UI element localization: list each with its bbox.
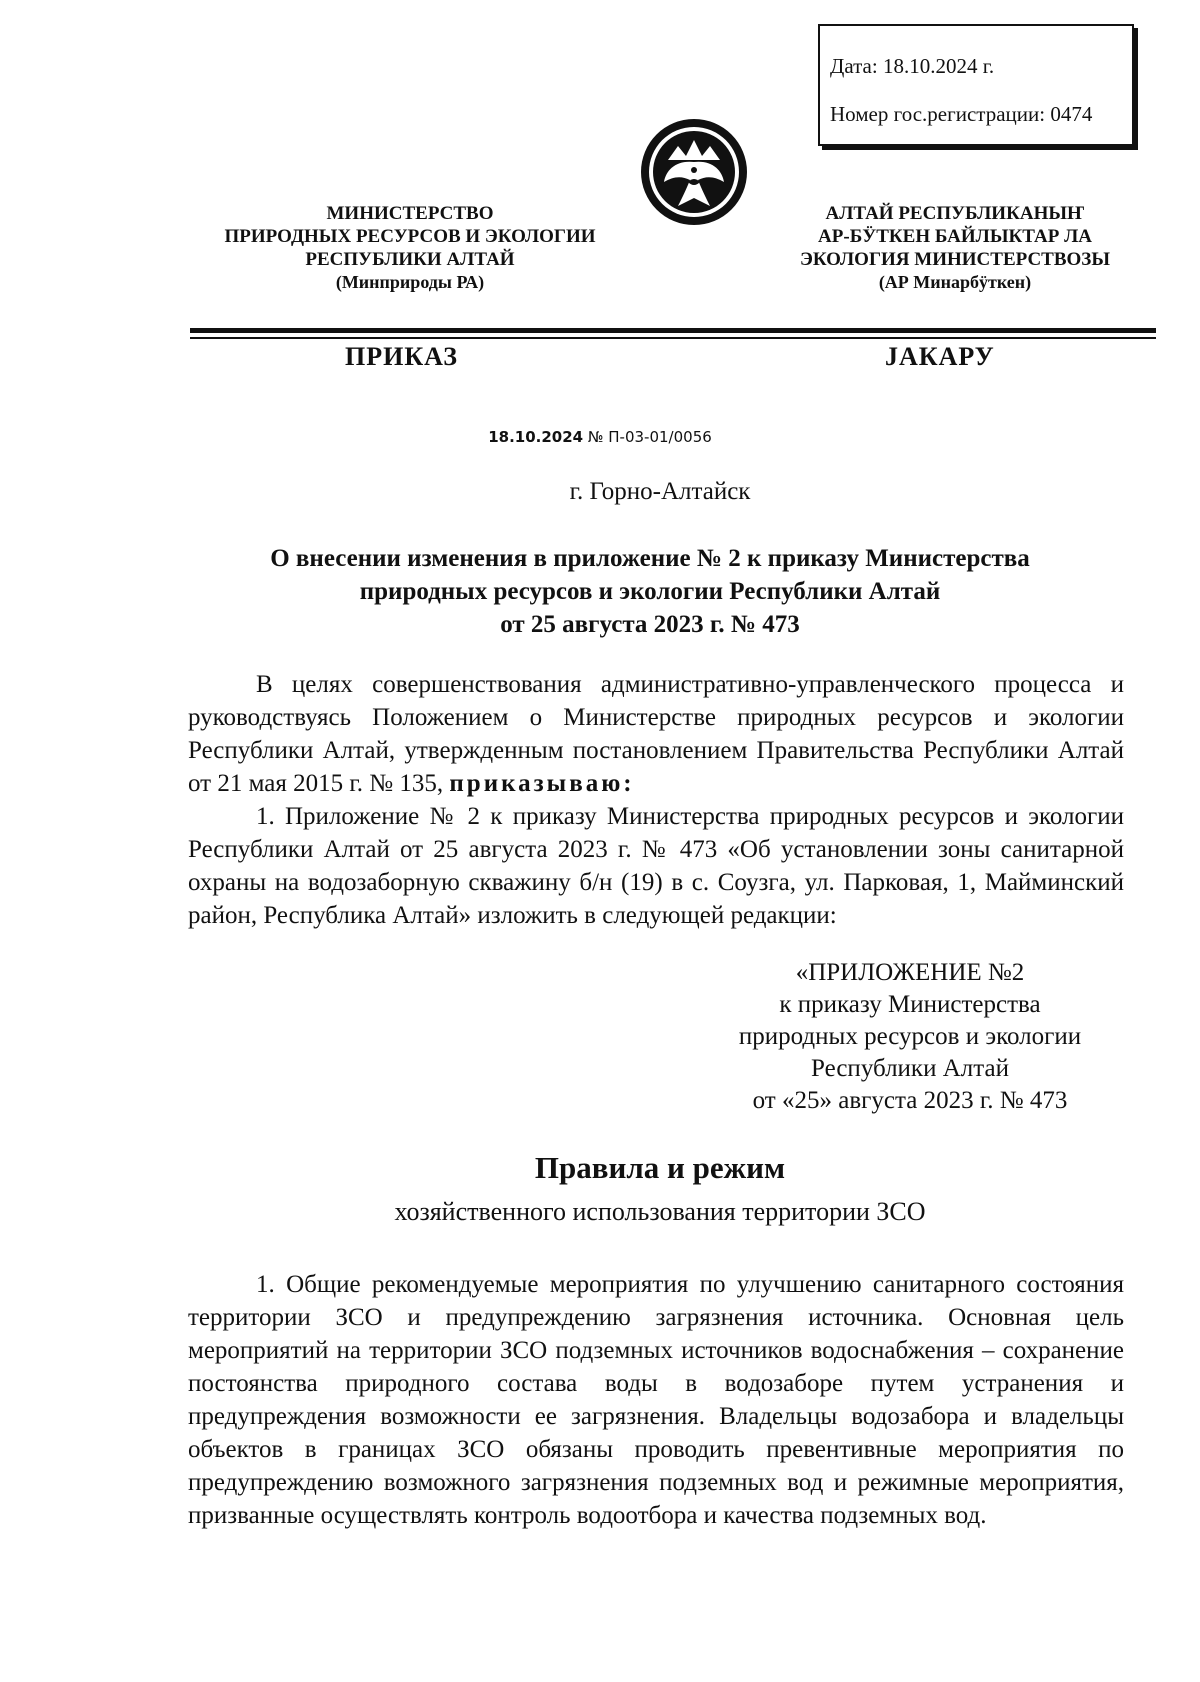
appendix-line: к приказу Министерства xyxy=(779,991,1041,1018)
document-title-line: О внесении изменения в приложение № 2 к приказу Министерства xyxy=(270,545,1030,572)
preamble-text: В целях совершенствования административно-управленческого процесса и руководствуясь Положением о Министерстве природных ресурсов и экологии Республики Алтай, утвержденным постановлением Правительства Республики Алтай от 21 мая 2015 г. № 135, xyxy=(188,671,1124,797)
header-divider-thin xyxy=(190,337,1156,339)
appendix-line: природных ресурсов и экологии xyxy=(738,1023,1082,1050)
document-title-line: от 25 августа 2023 г. № 473 xyxy=(500,611,800,638)
rules-title: Правила и режим xyxy=(534,1150,786,1185)
order-date-number xyxy=(0,428,1200,446)
preamble-paragraph xyxy=(188,668,1124,800)
order-number: № П-03-01/0056 xyxy=(587,428,712,446)
appendix-line: «ПРИЛОЖЕНИЕ №2 xyxy=(795,959,1025,986)
order-city: г. Горно-Алтайск xyxy=(569,478,751,505)
rules-subtitle: хозяйственного использования территории ЗСО xyxy=(394,1197,926,1226)
order-date: 18.10.2024 xyxy=(488,428,584,446)
header-right-short-name: (АР Минарбӱткен) xyxy=(878,272,1032,292)
section-1-paragraph: 1. Общие рекомендуемые мероприятия по улучшению санитарного состояния территории ЗСО и предупреждению загрязнения источника. Основная цель мероприятий на территории ЗСО подземных источников водоснабжения – сохранение постоянства природного состава воды в водозаборе путем устранения и предупреждения возможности ее загрязнения. Владельцы водозабора и владельцы объектов в границах ЗСО обязаны проводить превентивные мероприятия по предупреждению возможного загрязнения подземных вод и режимные мероприятия, призванные осуществлять контроль водоотбора и качества подземных вод. xyxy=(188,1271,1124,1529)
ministry-header-altai xyxy=(755,202,1155,294)
header-right-line: ЭКОЛОГИЯ МИНИСТЕРСТВОЗЫ xyxy=(799,249,1110,270)
appendix-line: от «25» августа 2023 г. № 473 xyxy=(752,1087,1068,1114)
rules-section-1 xyxy=(188,1268,1124,1532)
appendix-line: Республики Алтай xyxy=(811,1055,1009,1082)
header-right-line: АР-БӰТКЕН БАЙЛЫКТАР ЛА xyxy=(818,226,1092,247)
header-divider-thick xyxy=(190,328,1156,333)
header-right-line: АЛТАЙ РЕСПУБЛИКАНЫҤ xyxy=(825,203,1085,224)
order-title-altai: ЈАКАРУ xyxy=(885,342,995,371)
header-left-line: ПРИРОДНЫХ РЕСУРСОВ И ЭКОЛОГИИ xyxy=(224,226,596,247)
registration-date: Дата: 18.10.2024 г. xyxy=(830,54,995,78)
order-body xyxy=(188,668,1124,932)
order-title-russian: ПРИКАЗ xyxy=(345,342,459,371)
header-left-line: МИНИСТЕРСТВО xyxy=(326,203,494,224)
registration-number: Номер гос.регистрации: 0474 xyxy=(830,102,1093,126)
header-left-short-name: (Минприроды РА) xyxy=(335,272,485,292)
preamble-emphasis: приказываю: xyxy=(449,770,635,797)
item-1-paragraph: 1. Приложение № 2 к приказу Министерства природных ресурсов и экологии Республики Алтай от 25 августа 2023 г. № 473 «Об установлении зоны санитарной охраны на водозаборную скважину б/н (19) в с. Соузга, ул. Парковая, 1, Майминский район, Республика Алтай» изложить в следующей редакции: xyxy=(188,803,1124,929)
appendix-reference xyxy=(690,957,1130,1117)
document-title xyxy=(210,542,1090,641)
document-title-line: природных ресурсов и экологии Республики Алтай xyxy=(359,578,941,605)
altai-republic-emblem-icon xyxy=(638,116,750,228)
ministry-header-russian xyxy=(200,202,620,294)
registration-stamp xyxy=(818,24,1134,146)
header-left-line: РЕСПУБЛИКИ АЛТАЙ xyxy=(305,249,515,270)
